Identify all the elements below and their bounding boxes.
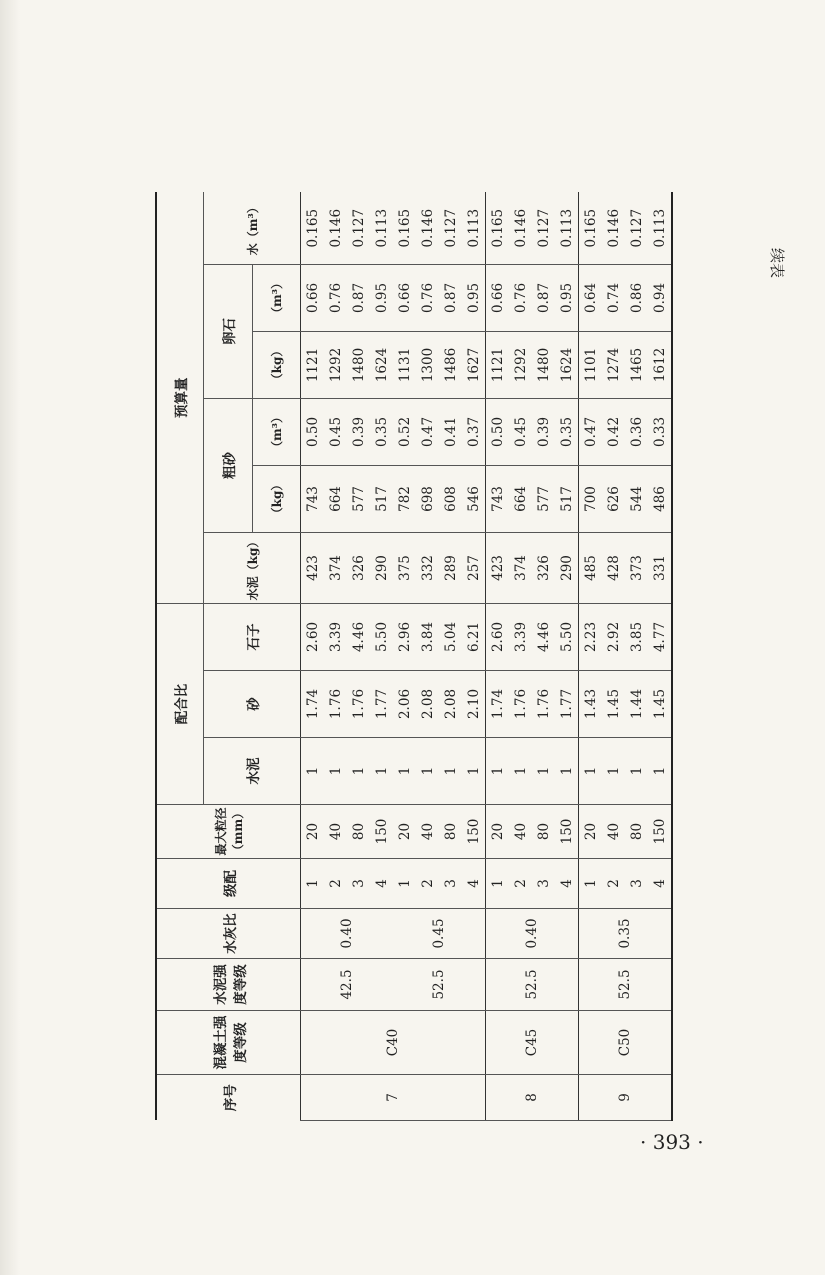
b-sand-m3-cell: 0.42 xyxy=(602,398,625,465)
mr-sand-cell: 2.08 xyxy=(416,671,439,738)
mr-stone-cell: 4.46 xyxy=(532,603,555,670)
cement-grade-cell: 52.5 xyxy=(486,959,579,1011)
b-cement-cell: 423 xyxy=(486,532,510,603)
gradation-cell: 2 xyxy=(324,859,347,909)
gradation-cell: 2 xyxy=(509,859,532,909)
b-water-cell: 0.127 xyxy=(439,192,462,264)
b-sand-m3-cell: 0.36 xyxy=(625,398,648,465)
b-sand-kg-cell: 743 xyxy=(486,465,510,532)
b-cement-cell: 290 xyxy=(370,532,393,603)
header-max-size: 最大粒径（mm） xyxy=(156,805,301,859)
b-water-cell: 0.113 xyxy=(370,192,393,264)
mr-cement-cell: 1 xyxy=(486,738,510,805)
b-cement-cell: 289 xyxy=(439,532,462,603)
b-cement-cell: 326 xyxy=(532,532,555,603)
b-cement-cell: 326 xyxy=(347,532,370,603)
mr-cement-cell: 1 xyxy=(509,738,532,805)
seq-cell: 7 xyxy=(301,1075,486,1121)
cement-grade-cell: 42.5 xyxy=(301,959,394,1011)
b-water-cell: 0.113 xyxy=(555,192,579,264)
mr-stone-cell: 5.50 xyxy=(555,603,579,670)
gradation-cell: 2 xyxy=(602,859,625,909)
gradation-cell: 4 xyxy=(462,859,486,909)
max-size-cell: 40 xyxy=(602,805,625,859)
mr-sand-cell: 2.10 xyxy=(462,671,486,738)
b-pebble-kg-cell: 1480 xyxy=(347,331,370,398)
b-pebble-kg-cell: 1624 xyxy=(370,331,393,398)
b-sand-m3-cell: 0.39 xyxy=(347,398,370,465)
mr-stone-cell: 3.84 xyxy=(416,603,439,670)
b-sand-kg-cell: 517 xyxy=(555,465,579,532)
concrete-mix-table xyxy=(155,192,673,1121)
b-pebble-kg-cell: 1292 xyxy=(324,331,347,398)
table-group xyxy=(579,192,673,1120)
b-cement-cell: 375 xyxy=(393,532,416,603)
b-cement-cell: 374 xyxy=(509,532,532,603)
b-cement-cell: 332 xyxy=(416,532,439,603)
mr-stone-cell: 2.60 xyxy=(301,603,325,670)
b-pebble-kg-cell: 1486 xyxy=(439,331,462,398)
header-mr-cement: 水泥 xyxy=(204,738,301,805)
table-group xyxy=(301,192,486,1120)
mr-stone-cell: 2.96 xyxy=(393,603,416,670)
b-pebble-m3-cell: 0.66 xyxy=(393,264,416,331)
b-water-cell: 0.146 xyxy=(416,192,439,264)
b-pebble-m3-cell: 0.95 xyxy=(555,264,579,331)
grade-cell: C40 xyxy=(301,1011,486,1075)
b-sand-m3-cell: 0.35 xyxy=(370,398,393,465)
header-mr-stone: 石子 xyxy=(204,603,301,670)
mr-stone-cell: 5.50 xyxy=(370,603,393,670)
max-size-cell: 80 xyxy=(625,805,648,859)
gradation-cell: 1 xyxy=(486,859,510,909)
b-pebble-kg-cell: 1131 xyxy=(393,331,416,398)
gradation-cell: 4 xyxy=(648,859,672,909)
b-water-cell: 0.146 xyxy=(509,192,532,264)
b-sand-m3-cell: 0.45 xyxy=(324,398,347,465)
mr-stone-cell: 3.39 xyxy=(324,603,347,670)
page-binding-shadow xyxy=(0,0,20,1275)
mr-stone-cell: 4.77 xyxy=(648,603,672,670)
mr-stone-cell: 2.23 xyxy=(579,603,603,670)
b-cement-cell: 423 xyxy=(301,532,325,603)
mr-sand-cell: 1.77 xyxy=(555,671,579,738)
b-sand-kg-cell: 698 xyxy=(416,465,439,532)
header-sand-m3: （m³） xyxy=(253,398,301,465)
gradation-cell: 1 xyxy=(579,859,603,909)
b-sand-kg-cell: 664 xyxy=(324,465,347,532)
b-cement-cell: 331 xyxy=(648,532,672,603)
b-water-cell: 0.165 xyxy=(486,192,510,264)
rotated-table-container xyxy=(155,201,727,1121)
mr-cement-cell: 1 xyxy=(324,738,347,805)
gradation-cell: 2 xyxy=(416,859,439,909)
b-cement-cell: 485 xyxy=(579,532,603,603)
b-sand-kg-cell: 486 xyxy=(648,465,672,532)
max-size-cell: 150 xyxy=(648,805,672,859)
wc-cell: 0.40 xyxy=(301,909,394,959)
table-row xyxy=(301,192,325,1120)
b-water-cell: 0.127 xyxy=(532,192,555,264)
max-size-cell: 20 xyxy=(486,805,510,859)
header-pebble-kg: （kg） xyxy=(253,331,301,398)
b-sand-m3-cell: 0.50 xyxy=(486,398,510,465)
b-sand-kg-cell: 782 xyxy=(393,465,416,532)
table-header xyxy=(156,192,301,1120)
b-pebble-kg-cell: 1612 xyxy=(648,331,672,398)
b-water-cell: 0.165 xyxy=(579,192,603,264)
mr-sand-cell: 1.74 xyxy=(486,671,510,738)
mr-sand-cell: 2.06 xyxy=(393,671,416,738)
gradation-cell: 1 xyxy=(301,859,325,909)
b-cement-cell: 428 xyxy=(602,532,625,603)
wc-cell: 0.40 xyxy=(486,909,579,959)
header-grade: 混凝土强度等级 xyxy=(156,1011,301,1075)
b-sand-m3-cell: 0.52 xyxy=(393,398,416,465)
gradation-cell: 3 xyxy=(532,859,555,909)
b-sand-kg-cell: 546 xyxy=(462,465,486,532)
b-water-cell: 0.113 xyxy=(648,192,672,264)
b-sand-kg-cell: 608 xyxy=(439,465,462,532)
mr-sand-cell: 1.43 xyxy=(579,671,603,738)
b-sand-m3-cell: 0.45 xyxy=(509,398,532,465)
table-row xyxy=(393,192,416,1120)
max-size-cell: 80 xyxy=(439,805,462,859)
b-pebble-m3-cell: 0.94 xyxy=(648,264,672,331)
b-sand-kg-cell: 517 xyxy=(370,465,393,532)
header-b-pebble: 卵石 xyxy=(204,264,253,398)
b-water-cell: 0.127 xyxy=(625,192,648,264)
b-pebble-kg-cell: 1300 xyxy=(416,331,439,398)
mr-cement-cell: 1 xyxy=(393,738,416,805)
table-frame xyxy=(155,201,727,1121)
b-pebble-m3-cell: 0.87 xyxy=(347,264,370,331)
header-budget: 预算量 xyxy=(156,192,204,603)
b-cement-cell: 257 xyxy=(462,532,486,603)
table-row xyxy=(579,192,603,1120)
b-sand-kg-cell: 743 xyxy=(301,465,325,532)
mr-sand-cell: 1.45 xyxy=(648,671,672,738)
b-sand-m3-cell: 0.37 xyxy=(462,398,486,465)
header-sand-kg: （kg） xyxy=(253,465,301,532)
mr-stone-cell: 3.85 xyxy=(625,603,648,670)
gradation-cell: 4 xyxy=(555,859,579,909)
b-pebble-kg-cell: 1465 xyxy=(625,331,648,398)
b-pebble-m3-cell: 0.66 xyxy=(486,264,510,331)
max-size-cell: 150 xyxy=(462,805,486,859)
b-pebble-kg-cell: 1101 xyxy=(579,331,603,398)
b-pebble-kg-cell: 1121 xyxy=(301,331,325,398)
header-gradation: 级配 xyxy=(156,859,301,909)
b-pebble-m3-cell: 0.76 xyxy=(509,264,532,331)
max-size-cell: 150 xyxy=(370,805,393,859)
mr-stone-cell: 6.21 xyxy=(462,603,486,670)
b-sand-m3-cell: 0.33 xyxy=(648,398,672,465)
b-water-cell: 0.165 xyxy=(393,192,416,264)
header-b-cement: 水泥（kg） xyxy=(204,532,301,603)
b-pebble-m3-cell: 0.64 xyxy=(579,264,603,331)
mr-cement-cell: 1 xyxy=(602,738,625,805)
b-water-cell: 0.165 xyxy=(301,192,325,264)
gradation-cell: 3 xyxy=(439,859,462,909)
mr-sand-cell: 2.08 xyxy=(439,671,462,738)
mr-cement-cell: 1 xyxy=(347,738,370,805)
grade-cell: C45 xyxy=(486,1011,579,1075)
b-water-cell: 0.113 xyxy=(462,192,486,264)
b-pebble-m3-cell: 0.87 xyxy=(532,264,555,331)
b-pebble-m3-cell: 0.66 xyxy=(301,264,325,331)
b-pebble-m3-cell: 0.95 xyxy=(370,264,393,331)
b-sand-m3-cell: 0.35 xyxy=(555,398,579,465)
table-group xyxy=(486,192,579,1120)
header-seq: 序号 xyxy=(222,1084,239,1112)
b-pebble-kg-cell: 1627 xyxy=(462,331,486,398)
header-mix-ratio: 配合比 xyxy=(156,603,204,804)
max-size-cell: 20 xyxy=(393,805,416,859)
b-pebble-m3-cell: 0.76 xyxy=(324,264,347,331)
b-sand-kg-cell: 577 xyxy=(347,465,370,532)
header-mr-sand: 砂 xyxy=(204,671,301,738)
mr-cement-cell: 1 xyxy=(648,738,672,805)
mr-cement-cell: 1 xyxy=(579,738,603,805)
cement-grade-cell: 52.5 xyxy=(393,959,486,1011)
max-size-cell: 40 xyxy=(324,805,347,859)
mr-stone-cell: 2.60 xyxy=(486,603,510,670)
max-size-cell: 150 xyxy=(555,805,579,859)
header-cement-grade: 水泥强度等级 xyxy=(156,959,301,1011)
b-pebble-kg-cell: 1121 xyxy=(486,331,510,398)
cement-grade-cell: 52.5 xyxy=(579,959,673,1011)
b-pebble-m3-cell: 0.74 xyxy=(602,264,625,331)
continued-label: 续表 xyxy=(768,248,786,279)
b-sand-kg-cell: 664 xyxy=(509,465,532,532)
b-pebble-kg-cell: 1292 xyxy=(509,331,532,398)
b-cement-cell: 373 xyxy=(625,532,648,603)
mr-stone-cell: 4.46 xyxy=(347,603,370,670)
wc-cell: 0.45 xyxy=(393,909,486,959)
b-pebble-kg-cell: 1480 xyxy=(532,331,555,398)
table-row xyxy=(486,192,510,1120)
max-size-cell: 80 xyxy=(347,805,370,859)
b-sand-kg-cell: 577 xyxy=(532,465,555,532)
mr-cement-cell: 1 xyxy=(301,738,325,805)
b-cement-cell: 290 xyxy=(555,532,579,603)
mr-sand-cell: 1.44 xyxy=(625,671,648,738)
max-size-cell: 40 xyxy=(416,805,439,859)
mr-stone-cell: 2.92 xyxy=(602,603,625,670)
gradation-cell: 1 xyxy=(393,859,416,909)
header-wc: 水灰比 xyxy=(156,909,301,959)
b-water-cell: 0.127 xyxy=(347,192,370,264)
mr-sand-cell: 1.45 xyxy=(602,671,625,738)
max-size-cell: 20 xyxy=(579,805,603,859)
max-size-cell: 80 xyxy=(532,805,555,859)
max-size-cell: 20 xyxy=(301,805,325,859)
b-sand-kg-cell: 700 xyxy=(579,465,603,532)
wc-cell: 0.35 xyxy=(579,909,673,959)
b-sand-m3-cell: 0.47 xyxy=(579,398,603,465)
b-sand-m3-cell: 0.47 xyxy=(416,398,439,465)
mr-cement-cell: 1 xyxy=(625,738,648,805)
b-cement-cell: 374 xyxy=(324,532,347,603)
mr-sand-cell: 1.76 xyxy=(532,671,555,738)
b-sand-m3-cell: 0.39 xyxy=(532,398,555,465)
mr-cement-cell: 1 xyxy=(532,738,555,805)
header-pebble-m3: （m³） xyxy=(253,264,301,331)
mr-sand-cell: 1.76 xyxy=(347,671,370,738)
gradation-cell: 3 xyxy=(625,859,648,909)
grade-cell: C50 xyxy=(579,1011,673,1075)
b-sand-m3-cell: 0.50 xyxy=(301,398,325,465)
header-b-sand: 粗砂 xyxy=(204,398,253,532)
mr-cement-cell: 1 xyxy=(462,738,486,805)
max-size-cell: 40 xyxy=(509,805,532,859)
mr-sand-cell: 1.77 xyxy=(370,671,393,738)
seq-cell: 8 xyxy=(486,1075,579,1121)
mr-stone-cell: 3.39 xyxy=(509,603,532,670)
b-water-cell: 0.146 xyxy=(602,192,625,264)
mr-stone-cell: 5.04 xyxy=(439,603,462,670)
page-number: · 393 · xyxy=(640,1130,704,1154)
b-pebble-m3-cell: 0.95 xyxy=(462,264,486,331)
b-pebble-m3-cell: 0.86 xyxy=(625,264,648,331)
mr-cement-cell: 1 xyxy=(555,738,579,805)
mr-sand-cell: 1.76 xyxy=(509,671,532,738)
b-pebble-m3-cell: 0.87 xyxy=(439,264,462,331)
mr-cement-cell: 1 xyxy=(370,738,393,805)
b-sand-m3-cell: 0.41 xyxy=(439,398,462,465)
b-sand-kg-cell: 544 xyxy=(625,465,648,532)
b-pebble-m3-cell: 0.76 xyxy=(416,264,439,331)
gradation-cell: 3 xyxy=(347,859,370,909)
seq-cell: 9 xyxy=(579,1075,673,1121)
b-water-cell: 0.146 xyxy=(324,192,347,264)
gradation-cell: 4 xyxy=(370,859,393,909)
mr-sand-cell: 1.76 xyxy=(324,671,347,738)
header-b-water: 水（m³） xyxy=(204,192,301,264)
b-pebble-kg-cell: 1274 xyxy=(602,331,625,398)
mr-sand-cell: 1.74 xyxy=(301,671,325,738)
mr-cement-cell: 1 xyxy=(439,738,462,805)
b-sand-kg-cell: 626 xyxy=(602,465,625,532)
b-pebble-kg-cell: 1624 xyxy=(555,331,579,398)
mr-cement-cell: 1 xyxy=(416,738,439,805)
